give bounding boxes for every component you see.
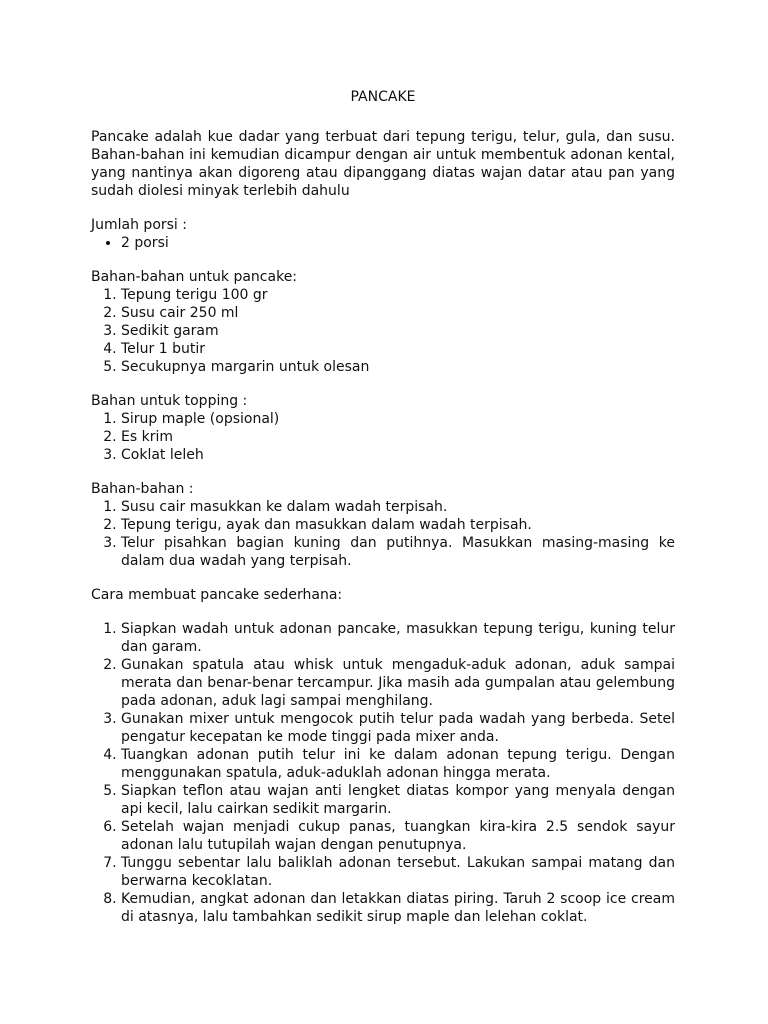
document-page xyxy=(91,88,675,942)
intro-paragraph: Pancake adalah kue dadar yang terbuat dari tepung terigu, telur, gula, dan susu. Bahan-bahan ini kemudian dicampur dengan air untuk membentuk adonan kental, yang nantinya akan digoreng atau dipanggang diatas wajan datar atau pan yang sudah diolesi minyak terlebih dahulu xyxy=(91,129,675,199)
list-item: 5. Secukupnya margarin untuk olesan xyxy=(121,358,675,376)
list-item: 2. Es krim xyxy=(121,428,675,446)
list-item: 3. Sedikit garam xyxy=(121,322,675,340)
list-item: 8. Kemudian, angkat adonan dan letakkan diatas piring. Taruh 2 scoop ice cream di atasnya, lalu tambahkan sedikit sirup maple dan lelehan coklat. xyxy=(121,890,675,926)
ingredients-heading: Bahan-bahan untuk pancake: xyxy=(91,269,298,285)
list-item: 1. Sirup maple (opsional) xyxy=(121,410,675,428)
topping-heading: Bahan untuk topping : xyxy=(91,393,248,409)
page-title: PANCAKE xyxy=(350,89,416,105)
prep-heading: Bahan-bahan : xyxy=(91,481,194,497)
topping-list xyxy=(91,410,675,464)
list-item: 4. Telur 1 butir xyxy=(121,340,675,358)
portions-heading: Jumlah porsi : xyxy=(91,217,187,233)
list-item: 3. Gunakan mixer untuk mengocok putih telur pada wadah yang berbeda. Setel pengatur kecepatan ke mode tinggi pada mixer anda. xyxy=(121,710,675,746)
prep-list xyxy=(91,498,675,570)
list-item: 1. Tepung terigu 100 gr xyxy=(121,286,675,304)
list-item: 1. Siapkan wadah untuk adonan pancake, masukkan tepung terigu, kuning telur dan garam. xyxy=(121,620,675,656)
portions-list xyxy=(91,234,675,252)
list-item: 3. Telur pisahkan bagian kuning dan putihnya. Masukkan masing-masing ke dalam dua wadah yang terpisah. xyxy=(121,534,675,570)
method-heading: Cara membuat pancake sederhana: xyxy=(91,587,343,603)
list-item: 6. Setelah wajan menjadi cukup panas, tuangkan kira-kira 2.5 sendok sayur adonan lalu tutupilah wajan dengan penutupnya. xyxy=(121,818,675,854)
method-list xyxy=(91,620,675,926)
list-item: 7. Tunggu sebentar lalu baliklah adonan tersebut. Lakukan sampai matang dan berwarna kecoklatan. xyxy=(121,854,675,890)
list-item: 1. Susu cair masukkan ke dalam wadah terpisah. xyxy=(121,498,675,516)
list-item: 4. Tuangkan adonan putih telur ini ke dalam adonan tepung terigu. Dengan menggunakan spatula, aduk-aduklah adonan hingga merata. xyxy=(121,746,675,782)
list-item: 3. Coklat leleh xyxy=(121,446,675,464)
list-item: 2. Gunakan spatula atau whisk untuk mengaduk-aduk adonan, aduk sampai merata dan benar-benar tercampur. Jika masih ada gumpalan atau gelembung pada adonan, aduk lagi sampai menghilang. xyxy=(121,656,675,710)
list-item: • 2 porsi xyxy=(121,234,675,252)
list-item: 2. Susu cair 250 ml xyxy=(121,304,675,322)
list-item: 5. Siapkan teflon atau wajan anti lengket diatas kompor yang menyala dengan api kecil, lalu cairkan sedikit margarin. xyxy=(121,782,675,818)
ingredients-list xyxy=(91,286,675,376)
list-item: 2. Tepung terigu, ayak dan masukkan dalam wadah terpisah. xyxy=(121,516,675,534)
